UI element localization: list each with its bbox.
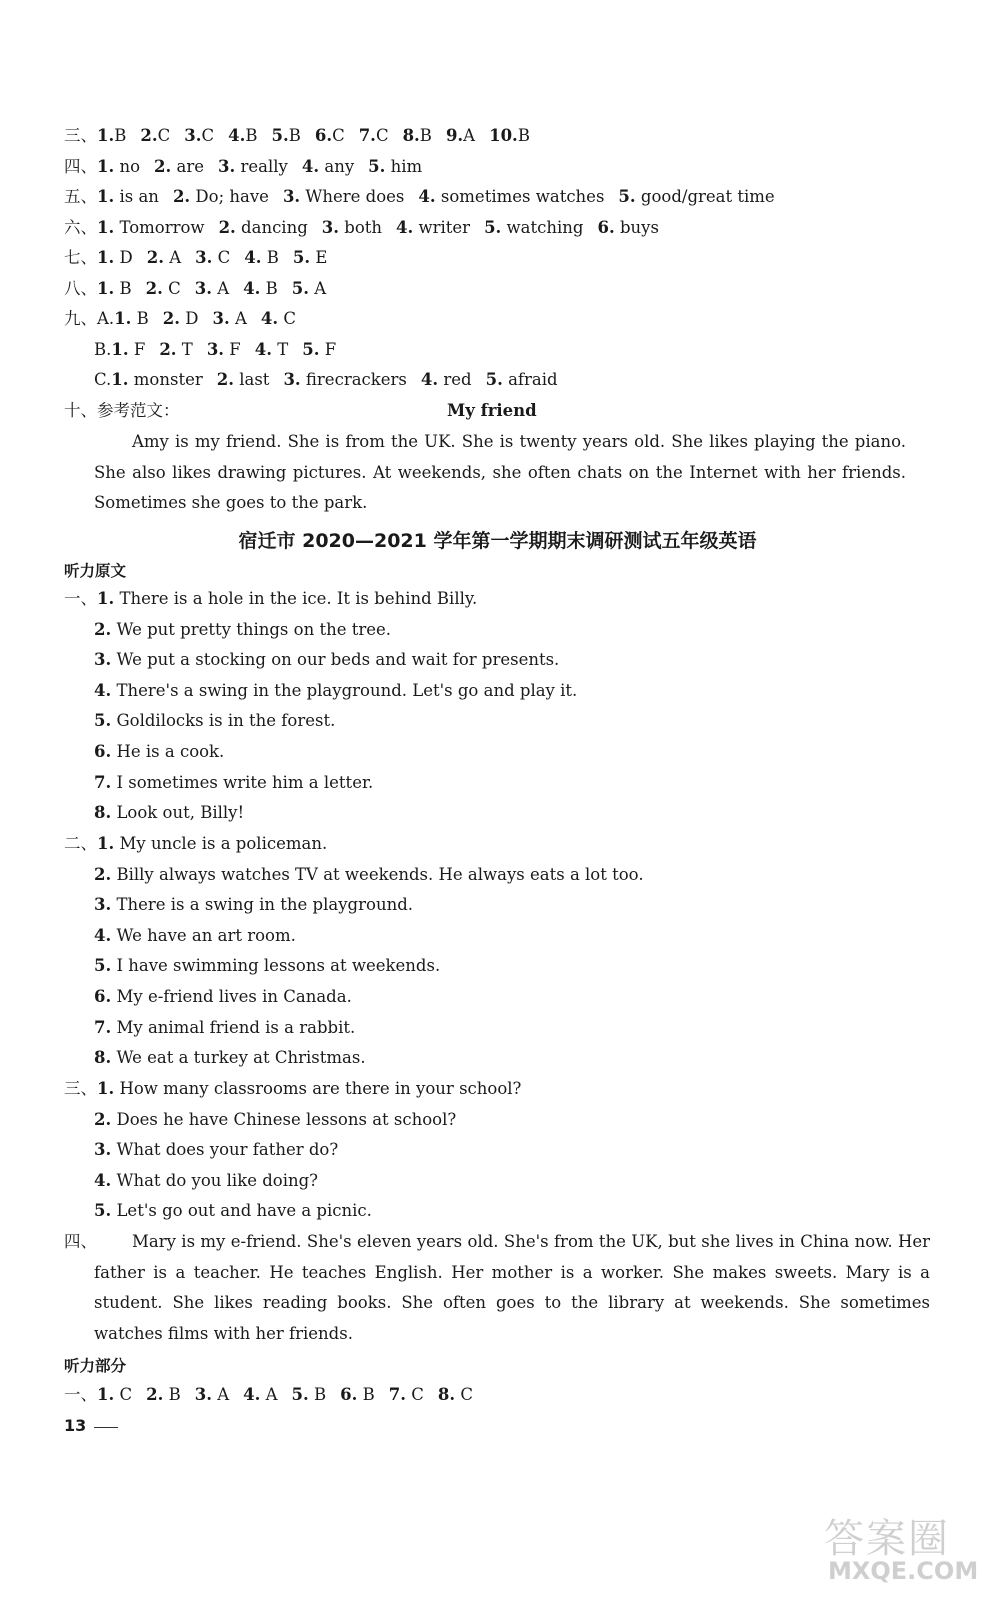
answer-item: 1. B bbox=[97, 279, 132, 298]
listening-sentence: 2. Billy always watches TV at weekends. He always eats a lot too. bbox=[94, 864, 644, 884]
listening-sentence: 2. Does he have Chinese lessons at school? bbox=[94, 1109, 457, 1129]
listening-line bbox=[64, 589, 995, 609]
listening-sentence: 6. He is a cook. bbox=[94, 742, 225, 761]
answer-item: 2. last bbox=[216, 370, 270, 389]
answer-item: 4. writer bbox=[396, 218, 471, 237]
part-lead: 二、 bbox=[64, 834, 97, 853]
listening-sentence: 7. My animal friend is a rabbit. bbox=[94, 1017, 356, 1037]
answer-lead: 一、 bbox=[64, 1385, 97, 1404]
answer-item: 3. really bbox=[218, 157, 288, 176]
listening-sentence: 4. What do you like doing? bbox=[94, 1170, 319, 1190]
page-number-dash bbox=[94, 1427, 118, 1428]
listening-line bbox=[94, 742, 995, 762]
answer-item: 4. A bbox=[243, 1385, 278, 1404]
watermark-cn: 答案圈 bbox=[824, 1516, 950, 1562]
part4-lead: 四、 bbox=[64, 1232, 97, 1251]
answer-lead: 八、 bbox=[64, 279, 97, 298]
answer-lead: 九、A. bbox=[64, 309, 115, 328]
listening-line bbox=[94, 1171, 995, 1191]
answer-item: 1. B bbox=[114, 309, 149, 328]
listening-sentence: 4. We have an art room. bbox=[94, 925, 296, 945]
answer-item: 3. A bbox=[212, 309, 247, 328]
listening-sentence: 1. My uncle is a policeman. bbox=[97, 834, 328, 853]
listening-sentence: 8. We eat a turkey at Christmas. bbox=[94, 1048, 366, 1068]
answer-row bbox=[94, 370, 995, 390]
answer-item: 1. monster bbox=[111, 370, 203, 389]
answer-row bbox=[64, 126, 995, 146]
listening-sentence: 8. Look out, Billy! bbox=[94, 803, 245, 823]
listening-text-heading: 听力原文 bbox=[64, 562, 127, 580]
listening-line bbox=[64, 834, 995, 854]
section-title: 宿迁市 2020—2021 学年第一学期期末调研测试五年级英语 bbox=[238, 530, 757, 552]
listening-line bbox=[94, 803, 995, 823]
answer-item: 5. F bbox=[302, 340, 337, 359]
answer-item: 6. B bbox=[340, 1385, 375, 1404]
listening-sentence: 1. How many classrooms are there in your school? bbox=[97, 1079, 522, 1098]
answer-item: 2. A bbox=[146, 248, 182, 267]
listening-sentence: 6. My e-friend lives in Canada. bbox=[94, 987, 352, 1006]
answer-item: 10.B bbox=[489, 126, 530, 145]
answer-item: 5. E bbox=[292, 248, 328, 267]
essay-body: Amy is my friend. She is from the UK. She is twenty years old. She likes playing the piano. She also likes drawing pictures. At weekends, she often chats on the Internet with her friends. Sometimes she goes to the park. bbox=[94, 432, 906, 513]
answer-item: 2. D bbox=[162, 309, 199, 328]
answer-item: 2. B bbox=[146, 1385, 181, 1404]
listening-line bbox=[94, 773, 995, 793]
answer-item: 4. B bbox=[244, 248, 279, 267]
listening-line bbox=[94, 1018, 995, 1038]
listening-line bbox=[94, 1048, 995, 1068]
answer-item: 7. C bbox=[388, 1385, 424, 1404]
answer-item: 8.B bbox=[402, 126, 432, 145]
listening-line bbox=[94, 956, 995, 976]
answer-item: 2.C bbox=[140, 126, 171, 145]
answer-item: 3.C bbox=[184, 126, 215, 145]
answer-item: 5.B bbox=[271, 126, 301, 145]
watermark-logo bbox=[820, 1505, 979, 1595]
listening-line bbox=[94, 1110, 995, 1130]
page-number: 13 bbox=[64, 1416, 87, 1435]
answer-item: 4. any bbox=[301, 157, 355, 176]
listening-answers-heading: 听力部分 bbox=[64, 1357, 127, 1375]
answer-item: 5. good/great time bbox=[618, 187, 775, 206]
answer-lead: 三、 bbox=[64, 126, 97, 145]
answer-item: 1. no bbox=[97, 157, 141, 176]
answer-item: 1. D bbox=[97, 248, 133, 267]
listening-line bbox=[94, 1140, 995, 1160]
answer-item: 6. buys bbox=[597, 218, 659, 237]
answer-lead: 五、 bbox=[64, 187, 97, 206]
listening-line bbox=[94, 711, 995, 731]
listening-answer-row bbox=[64, 1385, 995, 1405]
listening-sentence: 2. We put pretty things on the tree. bbox=[94, 619, 392, 639]
essay-lead: 十、参考范文： bbox=[64, 401, 180, 420]
listening-sentence: 5. Let's go out and have a picnic. bbox=[94, 1201, 372, 1221]
listening-line bbox=[94, 681, 995, 701]
answer-lead: B. bbox=[94, 340, 112, 359]
answer-item: 1. Tomorrow bbox=[97, 218, 205, 237]
answer-item: 2. dancing bbox=[218, 218, 308, 237]
essay-title: My friend bbox=[447, 401, 537, 420]
answer-item: 5. watching bbox=[484, 218, 584, 237]
part4-body: Mary is my e-friend. She's eleven years old. She's from the UK, but she lives in China now. Her father is a teacher. He teaches English. Her mother is a worker. She makes sweets. Mary is a student. She likes reading books. She often goes to the library at weekends. She sometimes watches films with her friends. bbox=[94, 1232, 930, 1343]
answer-lead: 四、 bbox=[64, 157, 97, 176]
listening-sentence: 7. I sometimes write him a letter. bbox=[94, 772, 374, 792]
listening-line bbox=[94, 865, 995, 885]
answer-item: 5. A bbox=[291, 279, 327, 298]
answer-row bbox=[64, 218, 995, 238]
listening-line bbox=[94, 1201, 995, 1221]
answer-item: 8. C bbox=[437, 1385, 473, 1404]
answer-item: 2. T bbox=[159, 340, 193, 359]
answer-item: 2. C bbox=[145, 279, 181, 298]
answer-item: 5. afraid bbox=[485, 370, 558, 389]
answer-item: 4.B bbox=[228, 126, 258, 145]
listening-line bbox=[94, 895, 995, 915]
listening-sentence: 4. There's a swing in the playground. Let's go and play it. bbox=[94, 680, 578, 700]
answer-item: 7.C bbox=[358, 126, 389, 145]
answer-item: 3. A bbox=[194, 279, 230, 298]
answer-item: 3. C bbox=[195, 248, 231, 267]
answer-item: 4. B bbox=[243, 279, 278, 298]
answer-item: 3. firecrackers bbox=[283, 370, 407, 389]
answer-lead: C. bbox=[94, 370, 112, 389]
listening-sentence: 5. Goldilocks is in the forest. bbox=[94, 711, 336, 731]
answer-item: 4. red bbox=[420, 370, 472, 389]
answer-row bbox=[64, 157, 995, 177]
answer-item: 2. Do; have bbox=[172, 187, 269, 206]
answer-item: 4. C bbox=[260, 309, 297, 328]
answer-item: 5. B bbox=[291, 1385, 327, 1404]
answer-row bbox=[64, 187, 995, 207]
answer-item: 6.C bbox=[314, 126, 345, 145]
listening-line bbox=[94, 650, 995, 670]
answer-lead: 七、 bbox=[64, 248, 97, 267]
answer-item: 1. C bbox=[97, 1385, 133, 1404]
listening-sentence: 3. What does your father do? bbox=[94, 1140, 339, 1160]
answer-item: 2. are bbox=[154, 157, 205, 176]
answer-row bbox=[94, 340, 995, 360]
answer-item: 4. sometimes watches bbox=[418, 187, 605, 206]
answer-item: 3. F bbox=[206, 340, 241, 359]
part-lead: 三、 bbox=[64, 1079, 97, 1098]
answer-item: 5. him bbox=[368, 157, 423, 176]
part-lead: 一、 bbox=[64, 589, 97, 608]
answer-item: 9.A bbox=[445, 126, 476, 145]
listening-sentence: 3. We put a stocking on our beds and wait for presents. bbox=[94, 650, 560, 670]
answer-lead: 六、 bbox=[64, 218, 97, 237]
answer-row bbox=[64, 248, 995, 268]
answer-row bbox=[64, 309, 995, 329]
answer-item: 3. A bbox=[194, 1385, 230, 1404]
answer-row bbox=[64, 279, 995, 299]
answer-item: 4. T bbox=[254, 340, 289, 359]
listening-line bbox=[94, 620, 995, 640]
watermark-en: MXQE.COM bbox=[828, 1557, 979, 1585]
listening-line bbox=[64, 1079, 995, 1099]
answer-item: 1.B bbox=[97, 126, 127, 145]
answer-item: 3. Where does bbox=[282, 187, 405, 206]
listening-sentence: 1. There is a hole in the ice. It is behind Billy. bbox=[97, 589, 478, 608]
listening-sentence: 5. I have swimming lessons at weekends. bbox=[94, 956, 441, 976]
listening-line bbox=[94, 926, 995, 946]
answer-item: 3. both bbox=[321, 218, 383, 237]
answer-item: 1. F bbox=[111, 340, 146, 359]
answer-item: 1. is an bbox=[97, 187, 159, 206]
listening-line bbox=[94, 987, 995, 1007]
listening-sentence: 3. There is a swing in the playground. bbox=[94, 895, 414, 915]
